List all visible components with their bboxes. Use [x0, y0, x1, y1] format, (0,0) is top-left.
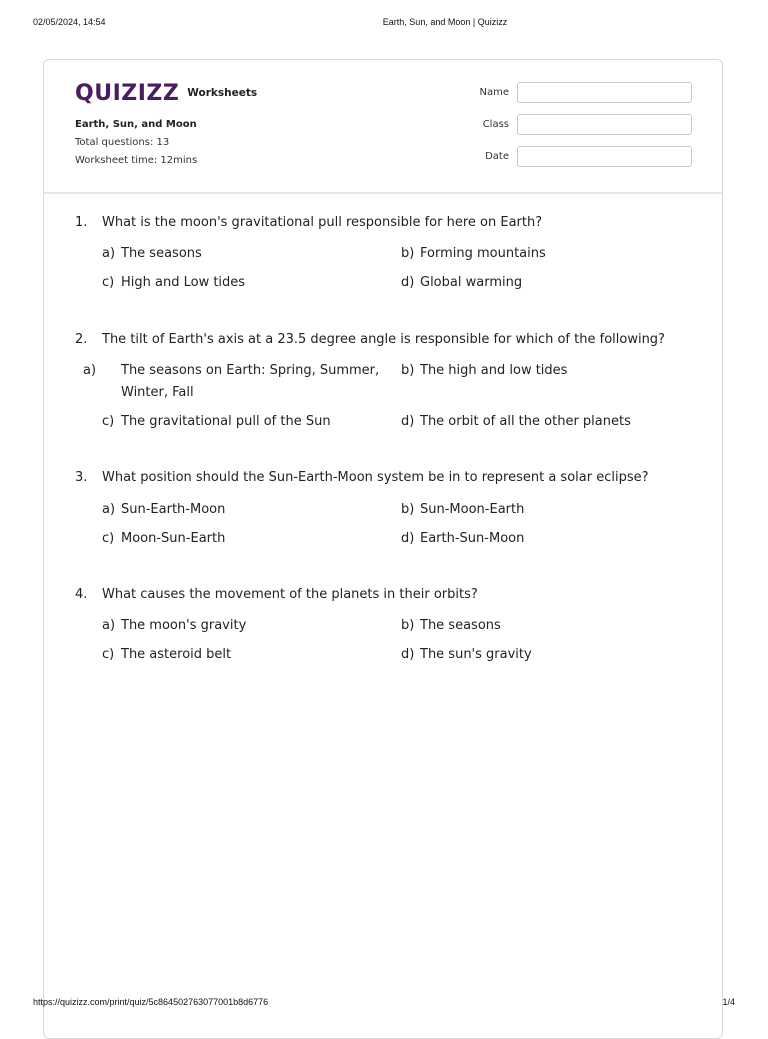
option-text: The seasons — [121, 246, 202, 261]
print-footer — [0, 997, 768, 1009]
option-letter: a) — [102, 246, 116, 261]
logo-row — [75, 80, 257, 106]
option-d — [401, 644, 532, 666]
option-text: The moon's gravity — [121, 618, 247, 633]
option-c — [102, 411, 331, 433]
question-number: 1. — [75, 215, 88, 230]
option-letter: c) — [102, 647, 115, 662]
quiz-title: Earth, Sun, and Moon — [75, 119, 197, 130]
option-letter: c) — [102, 275, 115, 290]
option-letter: b) — [401, 246, 415, 261]
option-b — [401, 243, 546, 265]
option-a — [83, 360, 386, 404]
worksheet-time: Worksheet time: 12mins — [75, 155, 198, 166]
option-letter: c) — [102, 531, 115, 546]
option-text: Global warming — [420, 275, 523, 290]
page-number: 1/4 — [722, 997, 735, 1007]
option-text: High and Low tides — [121, 275, 246, 290]
option-text: Earth-Sun-Moon — [420, 531, 525, 546]
option-text: Sun-Earth-Moon — [121, 502, 226, 517]
option-text: The high and low tides — [420, 363, 568, 378]
question-text: What is the moon's gravitational pull responsible for here on Earth? — [102, 215, 543, 230]
option-letter: c) — [102, 414, 115, 429]
print-url: https://quizizz.com/print/quiz/5c864502763077001b8d6776 — [33, 997, 269, 1007]
date-field[interactable] — [517, 146, 692, 167]
worksheet — [43, 59, 723, 1039]
print-page-title: Earth, Sun, and Moon | Quizizz — [382, 17, 508, 27]
option-text: The seasons on Earth: Spring, Summer, Winter, Fall — [121, 363, 380, 400]
option-b — [401, 360, 567, 382]
question-text: The tilt of Earth's axis at a 23.5 degree angle is responsible for which of the following? — [102, 332, 665, 347]
question-text: What position should the Sun-Earth-Moon system be in to represent a solar eclipse? — [102, 470, 649, 485]
option-c — [102, 528, 225, 550]
option-letter: d) — [401, 647, 415, 662]
option-text: The gravitational pull of the Sun — [121, 414, 331, 429]
option-letter: b) — [401, 618, 415, 633]
option-a — [102, 499, 225, 521]
option-b — [401, 615, 501, 637]
name-label: Name — [479, 87, 509, 98]
option-letter: a) — [102, 618, 116, 633]
quizizz-logo: QUIZIZZ — [75, 80, 180, 106]
option-letter: d) — [401, 531, 415, 546]
class-field[interactable] — [517, 114, 692, 135]
option-c — [102, 272, 245, 294]
option-c — [102, 644, 231, 666]
option-d — [401, 411, 631, 433]
total-questions: Total questions: 13 — [75, 137, 170, 148]
print-header — [0, 17, 768, 29]
option-text: The orbit of all the other planets — [420, 414, 631, 429]
option-d — [401, 272, 522, 294]
print-datetime: 02/05/2024, 14:54 — [33, 17, 106, 27]
question-text: What causes the movement of the planets in their orbits? — [102, 587, 478, 602]
question-number: 3. — [75, 470, 88, 485]
class-label: Class — [482, 119, 509, 130]
option-letter: b) — [401, 363, 415, 378]
option-letter: d) — [401, 275, 415, 290]
option-a — [102, 243, 202, 265]
logo-subtitle: Worksheets — [187, 87, 258, 99]
option-letter: b) — [401, 502, 415, 517]
question-number: 4. — [75, 587, 88, 602]
option-b — [401, 499, 524, 521]
option-letter: d) — [401, 414, 415, 429]
option-text: The seasons — [420, 618, 501, 633]
question-number: 2. — [75, 332, 88, 347]
date-label: Date — [485, 151, 509, 162]
option-d — [401, 528, 524, 550]
option-text: The sun's gravity — [420, 647, 532, 662]
option-text: Moon-Sun-Earth — [121, 531, 226, 546]
option-text: Sun-Moon-Earth — [420, 502, 525, 517]
option-a — [102, 615, 246, 637]
option-text: Forming mountains — [420, 246, 546, 261]
option-letter: a) — [102, 502, 116, 517]
name-field[interactable] — [517, 82, 692, 103]
option-text: The asteroid belt — [121, 647, 232, 662]
worksheet-header — [44, 60, 722, 194]
option-letter: a) — [83, 363, 97, 378]
